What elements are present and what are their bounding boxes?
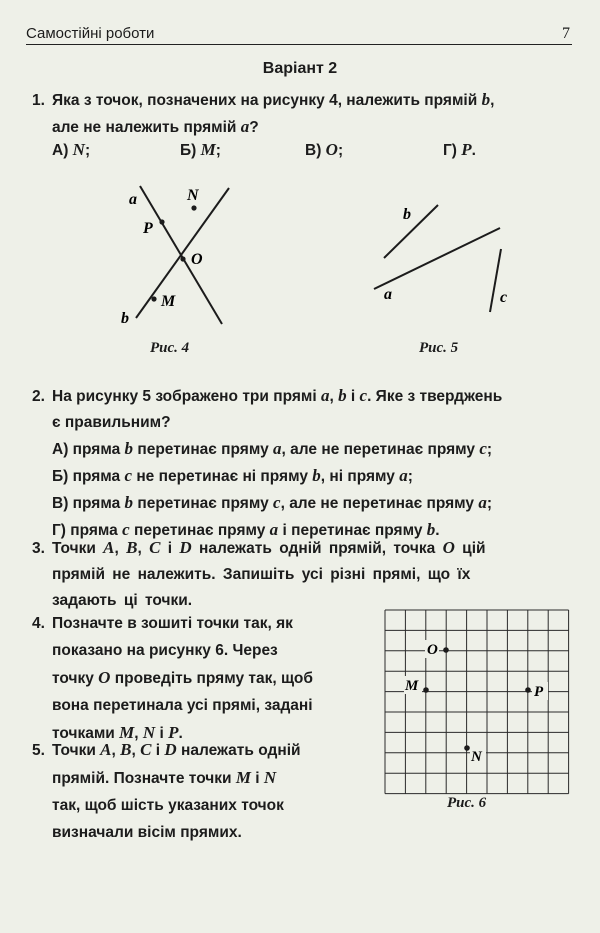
q2-text: і bbox=[346, 388, 360, 405]
point-n6 bbox=[464, 745, 470, 751]
var: O bbox=[98, 668, 111, 687]
var: O bbox=[442, 538, 455, 557]
label-c5: c bbox=[500, 289, 508, 306]
option-label: Г) bbox=[443, 142, 457, 159]
var-b: b bbox=[481, 90, 491, 109]
point-m6 bbox=[423, 687, 429, 693]
question-5 bbox=[32, 736, 301, 846]
var: b bbox=[426, 520, 436, 539]
var: P bbox=[168, 723, 179, 742]
fig5-caption: Рис. 5 bbox=[419, 340, 459, 356]
opt-text: , але не перетинає пряму bbox=[281, 441, 480, 458]
opt-text: і перетинає пряму bbox=[278, 522, 427, 539]
var: c bbox=[124, 466, 133, 485]
var: C bbox=[140, 740, 152, 759]
punct: , bbox=[114, 540, 127, 557]
opt-text: перетинає пряму bbox=[133, 441, 274, 458]
segment-a bbox=[374, 228, 500, 289]
punct: , bbox=[131, 742, 141, 759]
page-number: 7 bbox=[562, 25, 570, 42]
punct: , bbox=[329, 388, 339, 405]
var: A bbox=[100, 740, 112, 759]
opt-text: Г) пряма bbox=[52, 522, 123, 539]
segment-b bbox=[384, 205, 438, 258]
label-a: a bbox=[129, 191, 137, 208]
section-title: Самостійні роботи bbox=[26, 25, 155, 42]
question-number: 4. bbox=[32, 615, 45, 632]
q5-text: прямій. Позначте точки bbox=[52, 770, 236, 787]
question-4 bbox=[32, 610, 313, 747]
label-p: P bbox=[143, 220, 153, 237]
punct: , bbox=[134, 725, 143, 742]
question-number: 5. bbox=[32, 742, 45, 759]
punct: ; bbox=[486, 495, 493, 512]
point-p6 bbox=[525, 687, 531, 693]
q2-text: . Яке з тверджень bbox=[367, 388, 503, 405]
q3-text: прямій не належить. Запишіть усі різні прямі, що їх bbox=[52, 566, 471, 583]
var: b bbox=[312, 466, 321, 485]
label-o: O bbox=[191, 251, 203, 268]
q5-text: належать одній bbox=[176, 742, 301, 759]
opt-text: Б) пряма bbox=[52, 468, 125, 485]
q3-text: цій bbox=[454, 540, 486, 557]
opt-text: , ні пряму bbox=[320, 468, 400, 485]
label-m: M bbox=[161, 293, 176, 310]
punct: , bbox=[490, 92, 495, 109]
var: N bbox=[263, 768, 277, 787]
var: c bbox=[359, 386, 368, 405]
var: D bbox=[164, 740, 177, 759]
q4-text: проведіть пряму так, щоб bbox=[110, 670, 313, 687]
var: b bbox=[124, 439, 134, 458]
var: c bbox=[122, 520, 130, 539]
option-value: M bbox=[200, 140, 216, 159]
option-label: Б) bbox=[180, 142, 197, 159]
q3-text: належать одній прямій, точка bbox=[191, 540, 443, 557]
q5-text: і bbox=[251, 770, 264, 787]
q5-text: так, щоб шість указаних точок bbox=[52, 797, 284, 814]
option-value: O bbox=[325, 140, 338, 159]
var: a bbox=[269, 520, 279, 539]
label-p6: P bbox=[534, 684, 544, 700]
q5-text: Точки bbox=[52, 742, 101, 759]
punct: ; bbox=[84, 142, 91, 159]
var: C bbox=[149, 538, 161, 557]
q4-text: точками bbox=[52, 725, 120, 742]
label-m6: M bbox=[405, 678, 419, 694]
var: a bbox=[478, 493, 487, 512]
punct: ; bbox=[215, 142, 221, 159]
punct: , bbox=[111, 742, 121, 759]
variant-title: Варіант 2 bbox=[262, 60, 338, 77]
var: a bbox=[399, 466, 408, 485]
q4-text: Позначте в зошиті точки так, як bbox=[52, 615, 293, 632]
var: b bbox=[124, 493, 134, 512]
opt-text: , але не перетинає пряму bbox=[280, 495, 479, 512]
label-n: N bbox=[187, 187, 199, 204]
q5-text: визначали вісім прямих. bbox=[52, 824, 242, 841]
q4-text: вона перетинала усі прямі, задані bbox=[52, 697, 313, 714]
label-b: b bbox=[121, 310, 129, 327]
q2-text: На рисунку 5 зображено три прямі bbox=[52, 388, 321, 405]
question-3 bbox=[32, 535, 486, 614]
fig4-caption: Рис. 4 bbox=[150, 340, 190, 356]
label-b5: b bbox=[403, 206, 411, 223]
q3-text: і bbox=[160, 540, 180, 557]
punct: . bbox=[435, 522, 440, 539]
point-p bbox=[159, 219, 164, 224]
punct: . bbox=[471, 142, 476, 159]
point-o bbox=[180, 256, 185, 261]
var: c bbox=[479, 439, 487, 458]
q2-option bbox=[32, 436, 502, 463]
option-label: А) bbox=[52, 142, 69, 159]
punct: ; bbox=[407, 468, 413, 485]
opt-text: перетинає пряму bbox=[129, 522, 270, 539]
label-n6: N bbox=[471, 749, 482, 765]
q3-text: Точки bbox=[52, 540, 104, 557]
point-o6 bbox=[443, 647, 449, 653]
question-number: 2. bbox=[32, 388, 45, 405]
question-2 bbox=[32, 383, 502, 544]
var-a: a bbox=[240, 117, 250, 136]
punct: ? bbox=[249, 119, 259, 136]
option-label: В) bbox=[305, 142, 322, 159]
fig6-caption: Рис. 6 bbox=[447, 795, 487, 811]
q5-text: і bbox=[151, 742, 165, 759]
option-value: P bbox=[461, 140, 472, 159]
opt-text: В) пряма bbox=[52, 495, 125, 512]
question-number: 1. bbox=[32, 92, 45, 109]
point-n bbox=[191, 205, 196, 210]
opt-text: А) пряма bbox=[52, 441, 125, 458]
point-m bbox=[151, 296, 156, 301]
punct: . bbox=[178, 725, 183, 742]
punct: , bbox=[137, 540, 150, 557]
q4-text: і bbox=[155, 725, 169, 742]
q2-option bbox=[32, 463, 502, 490]
opt-text: перетинає пряму bbox=[133, 495, 274, 512]
var: B bbox=[120, 740, 132, 759]
var: D bbox=[179, 538, 192, 557]
var: a bbox=[320, 386, 330, 405]
q2-text: є правильним? bbox=[52, 414, 171, 431]
var: c bbox=[273, 493, 281, 512]
line-b bbox=[136, 188, 229, 318]
var: B bbox=[126, 538, 138, 557]
label-a5: a bbox=[384, 286, 392, 303]
var: M bbox=[119, 723, 135, 742]
option-value: N bbox=[72, 140, 85, 159]
q2-option bbox=[32, 490, 502, 517]
punct: ; bbox=[486, 441, 493, 458]
var: N bbox=[142, 723, 156, 742]
var: A bbox=[103, 538, 115, 557]
q4-text: точку bbox=[52, 670, 99, 687]
var: a bbox=[273, 439, 282, 458]
punct: ; bbox=[337, 142, 344, 159]
var: b bbox=[338, 386, 347, 405]
var: M bbox=[235, 768, 251, 787]
q1-text: але не належить прямій bbox=[52, 119, 241, 136]
q1-text: Яка з точок, позначених на рисунку 4, належить прямій bbox=[52, 92, 482, 109]
q3-text: задають ці точки. bbox=[52, 592, 193, 609]
q4-text: показано на рисунку 6. Через bbox=[52, 642, 278, 659]
question-number: 3. bbox=[32, 540, 45, 557]
label-o6: O bbox=[427, 642, 438, 658]
grid-figure-6 bbox=[385, 610, 569, 794]
opt-text: не перетинає ні пряму bbox=[132, 468, 313, 485]
